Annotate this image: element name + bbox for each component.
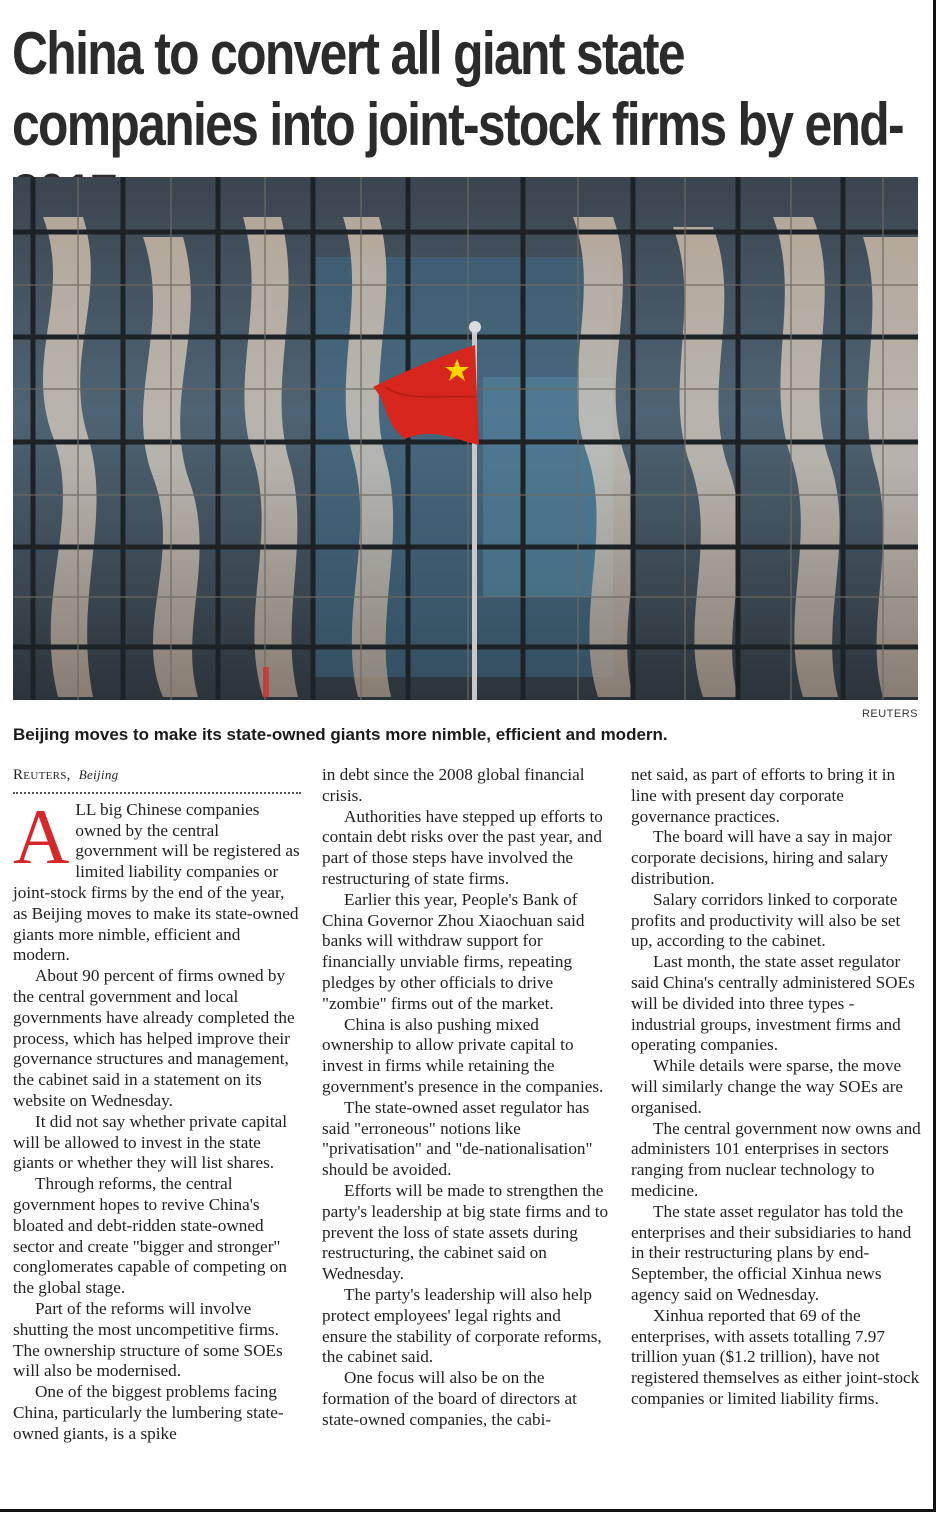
article-paragraph: The state asset regulator has told the enterprises and their subsidiaries to hand in their restructuring plans by end-September, the official Xinhua news agency said on Wednesday.: [631, 1201, 912, 1304]
article-paragraph: Salary corridors linked to corporate profits and productivity will also be set up, according to the cabinet.: [631, 889, 901, 951]
article-paragraph: One focus will also be on the formation of the board of directors at state-owned companies, the cabi-: [322, 1368, 577, 1429]
photo-caption: Beijing moves to make its state-owned giants more nimble, efficient and modern.: [13, 725, 668, 744]
byline-place: Beijing: [78, 767, 119, 782]
article-paragraph: While details were sparse, the move will similarly change the way SOEs are organised.: [631, 1056, 904, 1117]
article-column-1: [13, 765, 301, 1445]
article-paragraph: The party's leadership will also help protect employees' legal rights and ensure the stability of corporate reforms, the cabinet said.: [322, 1284, 602, 1367]
article-column-3: [631, 765, 921, 1410]
article-paragraph: Authorities have stepped up efforts to contain debt risks over the past year, and part of those steps have involved the restructuring of state firms.: [322, 806, 603, 888]
article-paragraph: net said, as part of efforts to bring it in line with present day corporate governance practices.: [631, 765, 896, 826]
article-paragraph: Last month, the state asset regulator said China's centrally administered SOEs will be divided into three types - industrial groups, investment firms and operating companies.: [631, 952, 915, 1055]
article-paragraph: Earlier this year, People's Bank of China Governor Zhou Xiaochuan said banks will withdraw support for financially unviable firms, repeating pledges by other officials to drive "zombie" firms out of the market.: [322, 889, 585, 1013]
article-paragraph: Efforts will be made to strengthen the party's leadership at big state firms and to prevent the loss of state assets during restructuring, the cabinet said on Wednesday.: [322, 1180, 609, 1284]
article-paragraph: It did not say whether private capital will be allowed to invest in the state giants or whether they will list shares.: [13, 1111, 287, 1173]
drop-cap: A: [13, 792, 70, 880]
headline: China to convert all giant state companies into joint-stock firms by end-: [12, 20, 903, 158]
article-paragraph: About 90 percent of firms owned by the central government and local governments have already completed the process, which has helped improve their governance structures and management, the cabinet said in a statement on its website on Wednesday.: [13, 966, 295, 1110]
byline: [13, 765, 301, 786]
article-paragraph: China is also pushing mixed ownership to allow private capital to invest in firms while retaining the government's presence in the companies.: [322, 1014, 604, 1096]
article-paragraph: Through reforms, the central government hopes to revive China's bloated and debt-ridden state-owned sector and create "bigger and stronger" conglomerates capable of competing on the global stage.: [13, 1174, 287, 1298]
photo-credit: REUTERS: [861, 708, 918, 720]
article-column-2: [322, 765, 610, 1431]
news-photo: [13, 177, 918, 700]
article-paragraph: The state-owned asset regulator has said "erroneous" notions like "privatisation" and "de-nationalisation" should be avoided.: [322, 1097, 593, 1180]
article-paragraph: One of the biggest problems facing China, particularly the lumbering state-owned giants, is a spike: [13, 1382, 284, 1443]
article-paragraph: in debt since the 2008 global financial crisis.: [322, 765, 585, 805]
article-paragraph: Xinhua reported that 69 of the enterprises, with assets totalling 7.97 trillion yuan ($1.2 trillion), have not registered themselves as either joint-stock companies or limited liability firms.: [631, 1305, 920, 1408]
byline-agency: Reuters,: [13, 767, 71, 783]
article-paragraph: ALL big Chinese companies owned by the central government will be registered as limited liability companies or joint-stock firms by the end of the year, as Beijing moves to make its state-owned giants more nimble, efficient and modern.: [13, 792, 300, 965]
article-paragraph: The board will have a say in major corporate decisions, hiring and salary distribution.: [631, 827, 893, 888]
article-paragraph: The central government now owns and administers 101 enterprises in sectors ranging from nuclear technology to medicine.: [631, 1118, 921, 1200]
article-paragraph: Part of the reforms will involve shutting the most uncompetitive firms. The ownership structure of some SOEs will also be modernised.: [13, 1298, 283, 1381]
